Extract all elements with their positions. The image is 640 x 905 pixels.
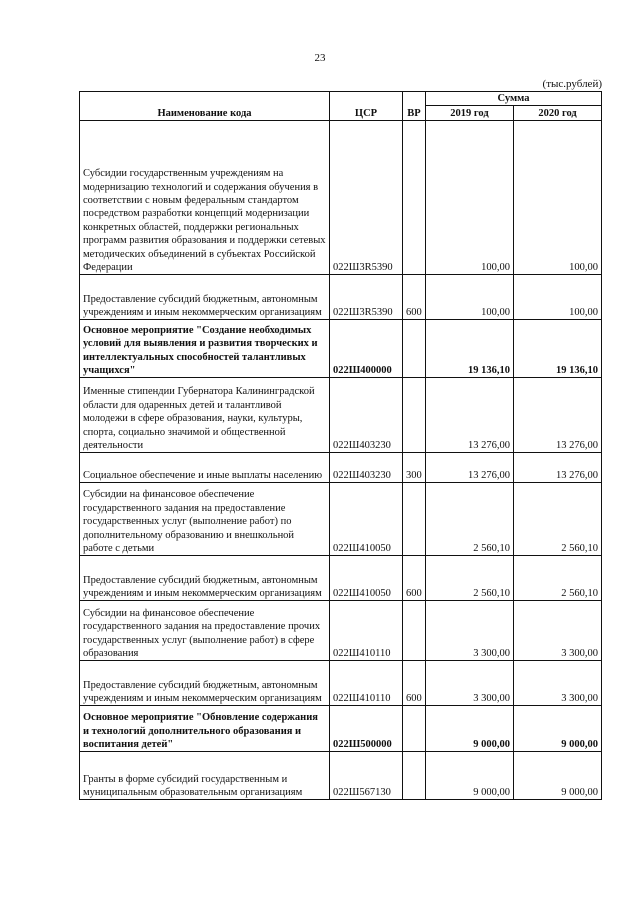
row-vr (403, 121, 426, 275)
row-name: Гранты в форме субсидий государственным и муниципальным образовательным организациям (80, 752, 330, 800)
budget-table (79, 91, 602, 800)
row-2020: 2 560,10 (514, 556, 602, 601)
row-2020: 100,00 (514, 121, 602, 275)
table-row (80, 556, 602, 601)
row-csr: 022Ш400000 (330, 320, 403, 378)
table-row (80, 320, 602, 378)
row-2019: 3 300,00 (426, 661, 514, 706)
row-name: Предоставление субсидий бюджетным, автономным учреждениям и иным некоммерческим организациям (80, 556, 330, 601)
row-csr: 022Ш3R5390 (330, 121, 403, 275)
row-vr (403, 320, 426, 378)
page-number: 23 (314, 52, 326, 64)
row-2019: 100,00 (426, 121, 514, 275)
row-2019: 2 560,10 (426, 556, 514, 601)
header-year-2020: 2020 год (514, 106, 602, 121)
row-name: Именные стипендии Губернатора Калининградской области для одаренных детей и талантливой молодежи в сфере образования, науки, культуры, спорта, социально значимой и общественной деятельности (80, 378, 330, 453)
row-2020: 19 136,10 (514, 320, 602, 378)
row-name: Социальное обеспечение и иные выплаты населению (80, 453, 330, 483)
row-name: Субсидии государственным учреждениям на модернизацию технологий и содержания обучения в соответствии с новым федеральным стандартом посредством разработки концепций модернизации конкретных областей, поддержки региональных программ развития образования и поддержки сетевых методических объединений в субъектах Российской Федерации (80, 121, 330, 275)
table-row (80, 121, 602, 275)
table-row (80, 275, 602, 320)
header-year-2019: 2019 год (426, 106, 514, 121)
table-row (80, 706, 602, 752)
table-header-row (80, 92, 602, 106)
row-csr: 022Ш403230 (330, 453, 403, 483)
table-row (80, 752, 602, 800)
row-csr: 022Ш410110 (330, 601, 403, 661)
row-vr: 300 (403, 453, 426, 483)
row-name: Предоставление субсидий бюджетным, автономным учреждениям и иным некоммерческим организациям (80, 661, 330, 706)
row-2020: 9 000,00 (514, 752, 602, 800)
row-vr: 600 (403, 275, 426, 320)
header-vr: ВР (403, 92, 426, 121)
row-2020: 13 276,00 (514, 453, 602, 483)
row-vr (403, 706, 426, 752)
header-csr: ЦСР (330, 92, 403, 121)
row-2020: 2 560,10 (514, 483, 602, 556)
row-vr: 600 (403, 556, 426, 601)
row-2019: 13 276,00 (426, 453, 514, 483)
row-name: Основное мероприятие "Обновление содержания и технологий дополнительного образования и воспитания детей" (80, 706, 330, 752)
row-csr: 022Ш410110 (330, 661, 403, 706)
row-2019: 3 300,00 (426, 601, 514, 661)
row-2020: 100,00 (514, 275, 602, 320)
table-row (80, 378, 602, 453)
row-name: Субсидии на финансовое обеспечение государственного задания на предоставление прочих государственных услуг (выполнение работ) в сфере образования (80, 601, 330, 661)
row-2019: 9 000,00 (426, 752, 514, 800)
row-2019: 100,00 (426, 275, 514, 320)
row-name: Предоставление субсидий бюджетным, автономным учреждениям и иным некоммерческим организациям (80, 275, 330, 320)
row-csr: 022Ш567130 (330, 752, 403, 800)
row-vr (403, 378, 426, 453)
row-vr (403, 601, 426, 661)
table-row (80, 661, 602, 706)
row-2020: 13 276,00 (514, 378, 602, 453)
row-vr (403, 752, 426, 800)
row-2019: 13 276,00 (426, 378, 514, 453)
row-2020: 9 000,00 (514, 706, 602, 752)
row-csr: 022Ш410050 (330, 556, 403, 601)
row-2020: 3 300,00 (514, 661, 602, 706)
row-csr: 022Ш403230 (330, 378, 403, 453)
table-row (80, 601, 602, 661)
units-label: (тыс.рублей) (542, 78, 602, 90)
row-vr (403, 483, 426, 556)
table-row (80, 453, 602, 483)
row-csr: 022Ш3R5390 (330, 275, 403, 320)
row-name: Основное мероприятие "Создание необходимых условий для выявления и развития творческих и интеллектуальных способностей талантливых учащихся" (80, 320, 330, 378)
row-csr: 022Ш500000 (330, 706, 403, 752)
row-2019: 19 136,10 (426, 320, 514, 378)
row-2020: 3 300,00 (514, 601, 602, 661)
row-vr: 600 (403, 661, 426, 706)
row-2019: 2 560,10 (426, 483, 514, 556)
row-2019: 9 000,00 (426, 706, 514, 752)
header-sum: Сумма (426, 92, 602, 106)
header-name: Наименование кода (80, 92, 330, 121)
row-name: Субсидии на финансовое обеспечение государственного задания на предоставление государственных услуг (выполнение работ) по дополнительному образованию и внешкольной работе с детьми (80, 483, 330, 556)
row-csr: 022Ш410050 (330, 483, 403, 556)
table-row (80, 483, 602, 556)
